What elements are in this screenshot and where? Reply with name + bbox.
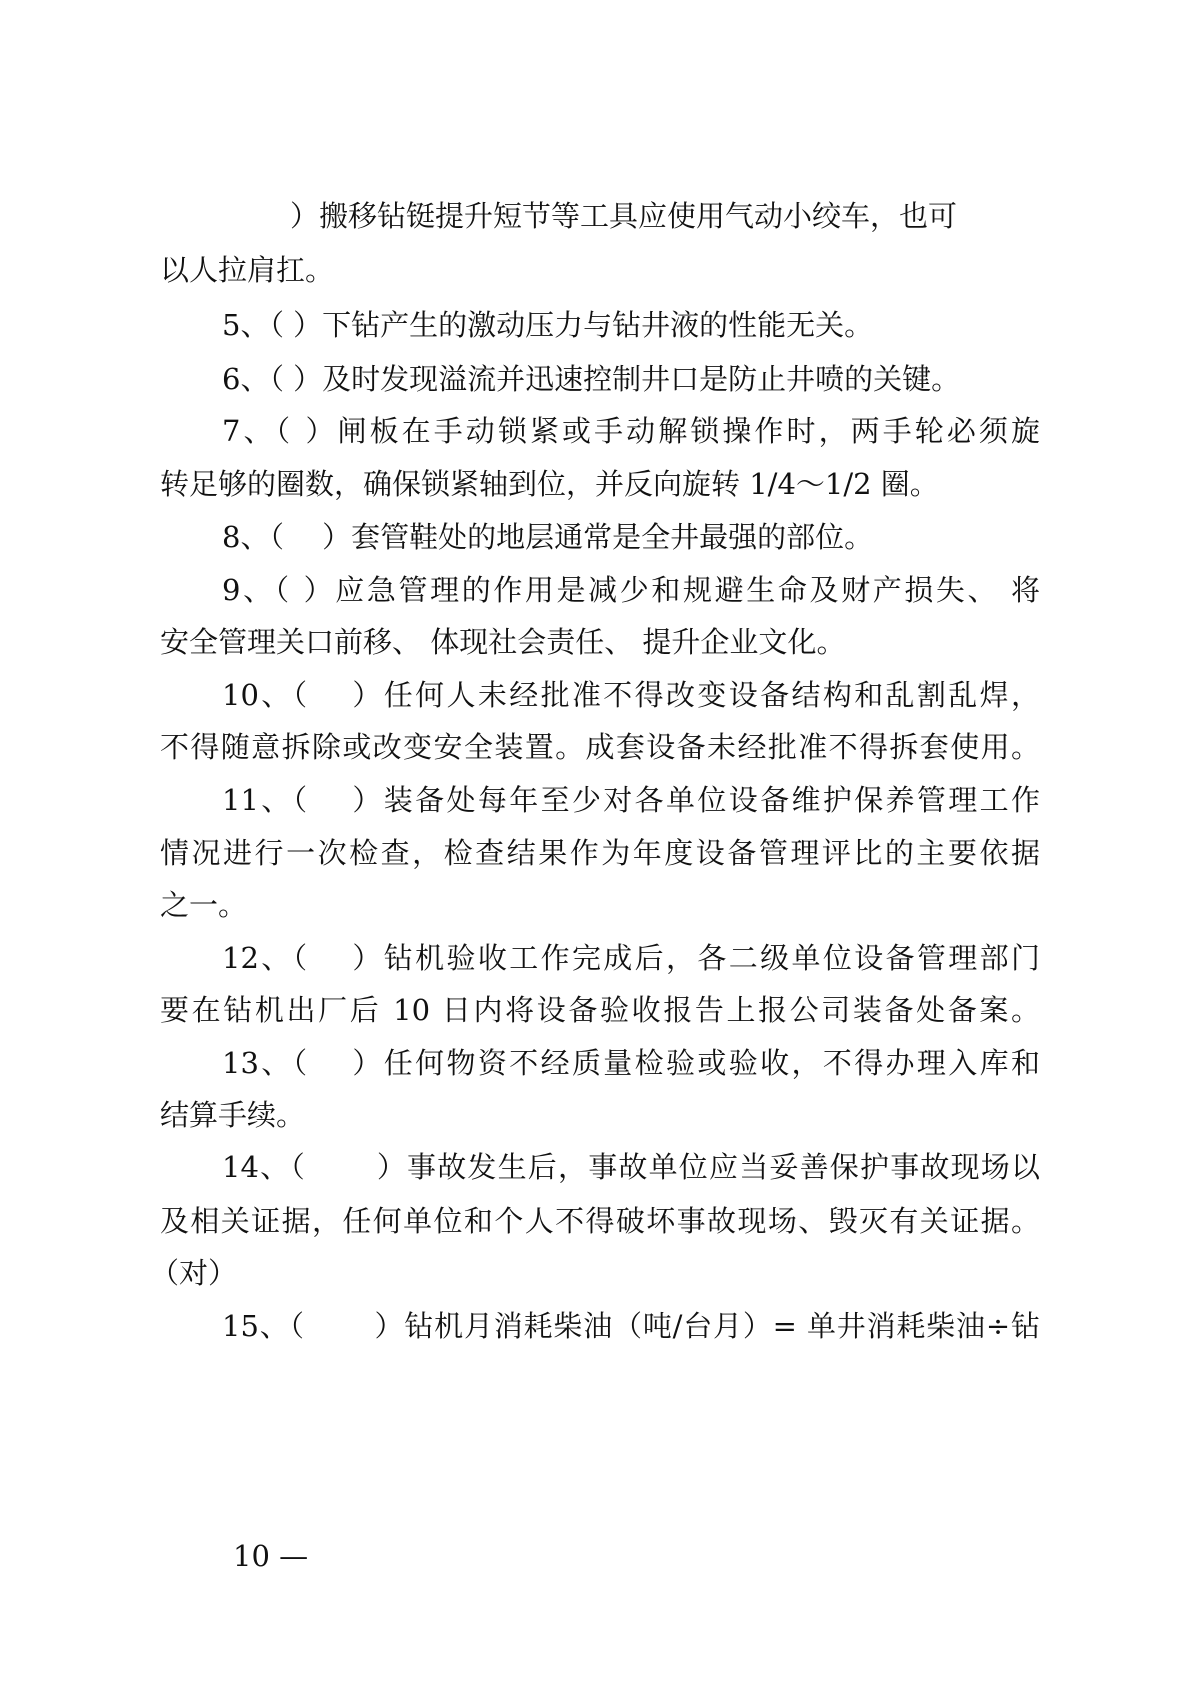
text-line: 12、（ ）钻机验收工作完成后，各二级单位设备管理部门 bbox=[222, 941, 1040, 975]
text-line: 11、（ ）装备处每年至少对各单位设备维护保养管理工作 bbox=[222, 783, 1040, 817]
text-line: 13、（ ）任何物资不经质量检验或验收，不得办理入库和 bbox=[222, 1046, 1040, 1080]
text-line: 5、（ ）下钻产生的激动压力与钻井液的性能无关。 bbox=[222, 308, 874, 342]
page-number: 10 — bbox=[233, 1539, 309, 1573]
text-line: 9、（ ）应急管理的作用是减少和规避生命及财产损失、 将 bbox=[222, 573, 1040, 607]
text-line: 8、（ ）套管鞋处的地层通常是全井最强的部位。 bbox=[222, 520, 874, 554]
text-line: 14、（ ）事故发生后，事故单位应当妥善保护事故现场以 bbox=[222, 1150, 1040, 1184]
text-line: 10、（ ）任何人未经批准不得改变设备结构和乱割乱焊， bbox=[222, 678, 1040, 712]
text-line: 不得随意拆除或改变安全装置。成套设备未经批准不得拆套使用。 bbox=[160, 730, 1040, 764]
text-line: 7、（ ）闸板在手动锁紧或手动解锁操作时，两手轮必须旋 bbox=[222, 414, 1040, 448]
text-line: 15、（ ）钻机月消耗柴油（吨/台月）= 单井消耗柴油÷钻 bbox=[222, 1309, 1040, 1343]
text-line: 以人拉肩扛。 bbox=[160, 253, 335, 287]
text-line: 情况进行一次检查，检查结果作为年度设备管理评比的主要依据 bbox=[160, 836, 1040, 870]
text-line: （对） bbox=[150, 1256, 238, 1290]
text-line: 之一。 bbox=[160, 888, 248, 922]
text-line: ）搬移钻铤提升短节等工具应使用气动小绞车，也可 bbox=[290, 199, 958, 233]
text-line: 转足够的圈数，确保锁紧轴到位，并反向旋转 1/4～1/2 圈。 bbox=[160, 467, 939, 501]
text-line: 安全管理关口前移、 体现社会责任、 提升企业文化。 bbox=[160, 625, 846, 659]
text-line: 要在钻机出厂后 10 日内将设备验收报告上报公司装备处备案。 bbox=[160, 993, 1040, 1027]
text-line: 及相关证据，任何单位和个人不得破坏事故现场、毁灭有关证据。 bbox=[160, 1204, 1040, 1238]
text-line: 结算手续。 bbox=[160, 1098, 306, 1132]
text-line: 6、（ ）及时发现溢流并迅速控制井口是防止井喷的关键。 bbox=[222, 362, 961, 396]
